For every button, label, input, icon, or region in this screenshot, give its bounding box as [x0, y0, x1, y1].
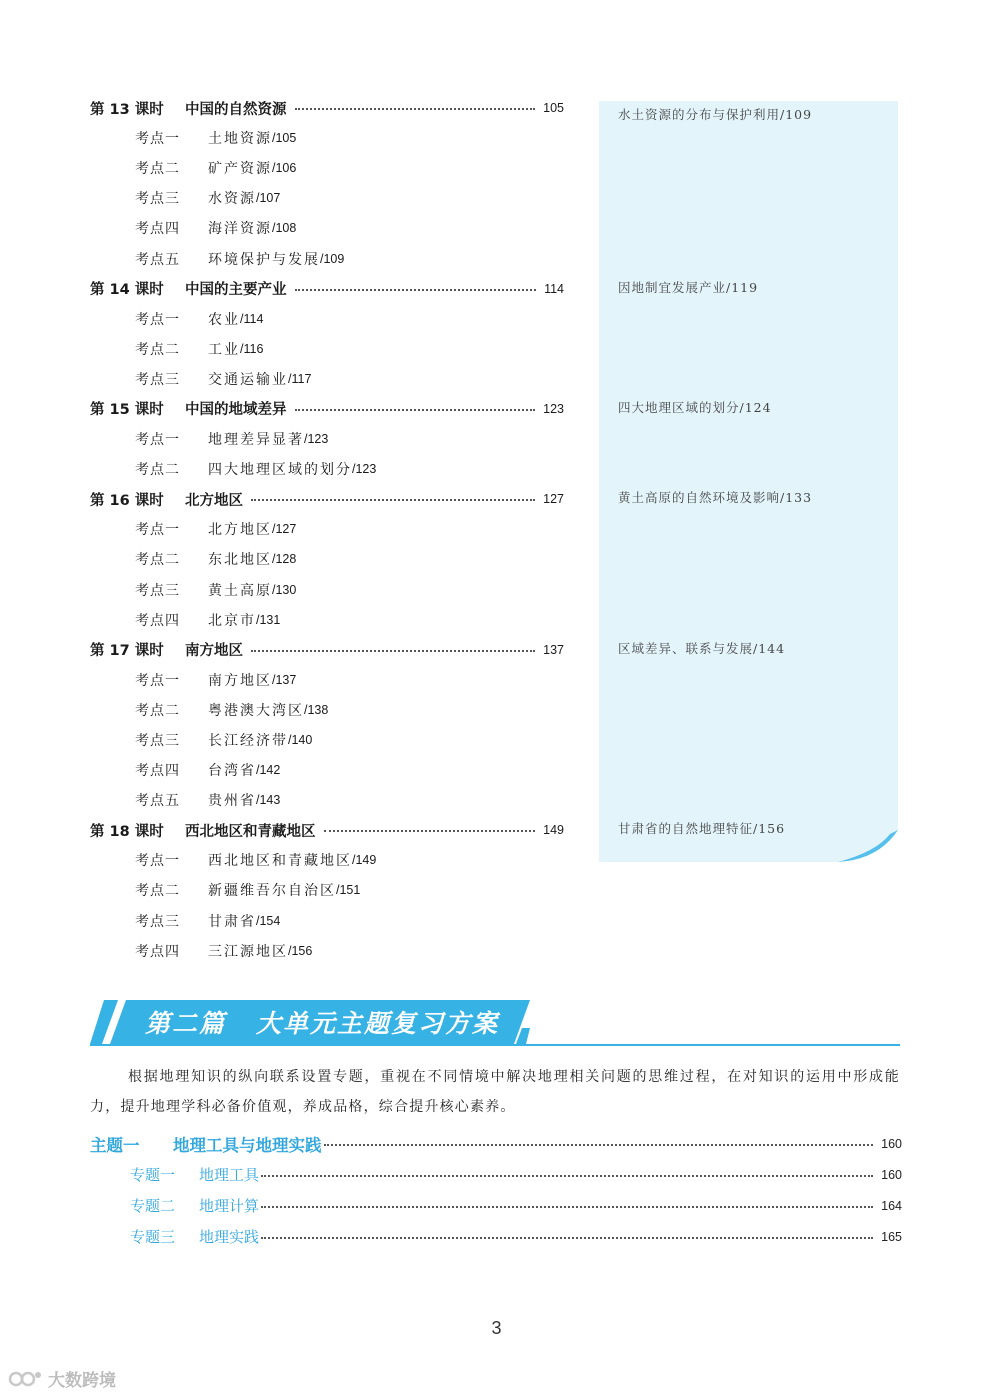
subtopic-title: 地理实践	[199, 1228, 260, 1246]
lesson-row[interactable]	[90, 394, 564, 424]
exam-point-page: /117	[288, 371, 312, 386]
exam-point-row[interactable]	[90, 785, 564, 815]
lesson-row[interactable]	[90, 93, 564, 123]
lesson-page: 123	[543, 401, 564, 416]
exam-point-row[interactable]	[90, 304, 564, 334]
exam-point-row[interactable]	[90, 454, 564, 484]
exam-point-name: 长江经济带	[208, 733, 288, 750]
exam-point-page: /137	[272, 672, 297, 687]
lesson-page: 127	[543, 492, 564, 507]
exam-point-key: 考点一	[135, 131, 180, 148]
exam-point-name: 矿产资源	[208, 161, 272, 178]
exam-point-key: 考点二	[135, 552, 180, 569]
exam-point-row[interactable]	[90, 695, 564, 725]
exam-point-key: 考点一	[135, 853, 180, 870]
subtopic-title: 地理计算	[199, 1197, 260, 1215]
exam-point-page: /151	[336, 883, 361, 898]
exam-point-name: 贵州省	[208, 793, 256, 810]
exam-point-row[interactable]	[90, 424, 564, 454]
exam-point-name: 台湾省	[208, 763, 256, 780]
exam-point-row[interactable]	[90, 936, 564, 966]
exam-point-name: 四大地理区域的划分	[208, 462, 352, 479]
page-number: 3	[491, 1318, 502, 1338]
subtopic-title: 地理工具	[199, 1166, 260, 1184]
subtopic-page: 164	[881, 1198, 902, 1213]
exam-point-row[interactable]	[90, 845, 564, 875]
lesson-title: 南方地区	[185, 643, 243, 660]
exam-point-name: 东北地区	[208, 552, 272, 569]
exam-point-page: /106	[272, 161, 297, 176]
exam-point-name: 水资源	[208, 191, 256, 208]
section-banner	[90, 1000, 900, 1048]
exam-point-name: 三江源地区	[208, 943, 288, 960]
section-title	[145, 1004, 499, 1040]
exam-point-name: 粤港澳大湾区	[208, 702, 304, 719]
exam-point-page: /108	[272, 221, 297, 236]
watermark-logo-icon	[8, 1369, 44, 1389]
exam-point-page: /149	[352, 853, 377, 868]
exam-point-key: 考点二	[135, 161, 180, 178]
exam-point-name: 南方地区	[208, 672, 272, 689]
lesson-number: 第 14 课时	[90, 282, 164, 299]
exam-point-key: 考点五	[135, 793, 180, 810]
exam-point-page: /140	[288, 733, 313, 748]
exam-point-name: 黄土高原	[208, 582, 272, 599]
exam-point-key: 考点四	[135, 943, 180, 960]
banner-rule	[90, 1044, 900, 1046]
subtopic-page: 165	[881, 1229, 902, 1244]
lesson-row[interactable]	[90, 635, 564, 665]
lesson-title: 西北地区和青藏地区	[185, 823, 316, 840]
section-intro: 根据地理知识的纵向联系设置专题，重视在不同情境中解决地理相关问题的思维过程，在对知识的运用中形成能力，提升地理学科必备价值观，养成品格，综合提升核心素养。	[90, 1069, 900, 1115]
exam-point-key: 考点二	[135, 702, 180, 719]
exam-point-row[interactable]	[90, 575, 564, 605]
exam-point-page: /154	[256, 913, 281, 928]
exam-point-name: 地理差异显著	[208, 432, 304, 449]
subtopic-key: 专题三	[130, 1228, 176, 1246]
topic-row[interactable]	[90, 1128, 902, 1159]
exam-point-row[interactable]	[90, 334, 564, 364]
exam-point-page: /116	[240, 341, 264, 356]
exam-point-key: 考点三	[135, 371, 180, 388]
dot-leader	[261, 1206, 873, 1208]
section-name: 大单元主题复习方案	[256, 1009, 500, 1038]
exam-point-page: /128	[272, 552, 297, 567]
exam-point-row[interactable]	[90, 364, 564, 394]
exam-point-page: /107	[256, 191, 281, 206]
lesson-number: 第 17 课时	[90, 643, 164, 660]
exam-point-page: /123	[352, 462, 377, 477]
topic-page: 160	[881, 1136, 902, 1151]
subtopic-row[interactable]	[90, 1159, 902, 1190]
dot-leader	[261, 1237, 873, 1239]
exam-point-page: /109	[320, 251, 345, 266]
exam-point-page: /123	[304, 432, 329, 447]
exam-point-row[interactable]	[90, 153, 564, 183]
dot-leader	[324, 830, 536, 832]
exam-point-page: /127	[272, 522, 297, 537]
dot-leader	[324, 1144, 874, 1146]
dot-leader	[295, 289, 537, 291]
exam-point-key: 考点一	[135, 432, 180, 449]
exam-point-key: 考点二	[135, 462, 180, 479]
exam-point-row[interactable]	[90, 123, 564, 153]
exam-point-page: /142	[256, 763, 281, 778]
lesson-number: 第 15 课时	[90, 402, 164, 419]
exam-point-name: 交通运输业	[208, 371, 288, 388]
exam-point-page: /130	[272, 582, 297, 597]
exam-point-key: 考点三	[135, 913, 180, 930]
exam-point-name: 工业	[208, 341, 240, 358]
exam-point-name: 环境保护与发展	[208, 251, 320, 268]
table-of-contents	[90, 93, 564, 966]
exam-point-key: 考点四	[135, 763, 180, 780]
exam-point-key: 考点一	[135, 311, 180, 328]
exam-point-row[interactable]	[90, 544, 564, 574]
dot-leader	[261, 1175, 873, 1177]
lesson-number: 第 16 课时	[90, 492, 164, 509]
lesson-number: 第 13 课时	[90, 101, 164, 118]
exam-point-row[interactable]	[90, 213, 564, 243]
sidebar-note: 四大地理区域的划分/124	[618, 400, 772, 415]
exam-point-page: /138	[304, 702, 329, 717]
exam-point-key: 考点三	[135, 733, 180, 750]
exam-point-key: 考点三	[135, 582, 180, 599]
sidebar-note: 区域差异、联系与发展/144	[618, 640, 786, 656]
exam-point-row[interactable]	[90, 514, 564, 544]
lesson-title: 北方地区	[185, 492, 243, 509]
section-part: 第二篇	[145, 1009, 227, 1038]
exam-point-name: 北京市	[208, 612, 256, 629]
exam-point-row[interactable]	[90, 183, 564, 213]
exam-point-row[interactable]	[90, 755, 564, 785]
subtopic-page: 160	[881, 1167, 902, 1182]
lesson-row[interactable]	[90, 484, 564, 514]
subtopic-key: 专题一	[130, 1166, 176, 1184]
lesson-title: 中国的自然资源	[185, 101, 287, 118]
watermark-text: 大数跨境	[48, 1371, 116, 1391]
sidebar-note: 黄土高原的自然环境及影响/133	[618, 490, 813, 506]
exam-point-row[interactable]	[90, 725, 564, 755]
exam-point-name: 新疆维吾尔自治区	[208, 883, 336, 900]
lesson-row[interactable]	[90, 274, 564, 304]
exam-point-key: 考点二	[135, 341, 180, 358]
dot-leader	[295, 409, 536, 411]
lesson-number: 第 18 课时	[90, 823, 164, 840]
lesson-title: 中国的主要产业	[185, 282, 287, 299]
lesson-page: 114	[544, 281, 564, 296]
sidebar-note: 甘肃省的自然地理特征/156	[618, 821, 786, 837]
exam-point-page: /143	[256, 793, 281, 808]
page-curl-decoration	[838, 830, 898, 862]
exam-point-key: 考点五	[135, 251, 180, 268]
subtopic-row[interactable]	[90, 1190, 902, 1221]
lesson-page: 137	[543, 642, 564, 657]
exam-point-name: 北方地区	[208, 522, 272, 539]
exam-point-row[interactable]	[90, 605, 564, 635]
exam-point-name: 土地资源	[208, 131, 272, 148]
exam-point-row[interactable]	[90, 875, 564, 905]
topic-key: 主题一	[90, 1135, 140, 1155]
exam-point-name: 西北地区和青藏地区	[208, 853, 352, 870]
subtopic-row[interactable]	[90, 1221, 902, 1252]
exam-point-name: 海洋资源	[208, 221, 272, 238]
exam-point-name: 农业	[208, 311, 240, 328]
exam-point-key: 考点二	[135, 883, 180, 900]
watermark	[8, 1366, 116, 1391]
topics-list	[90, 1128, 902, 1252]
lesson-page: 149	[543, 823, 564, 838]
exam-point-row[interactable]	[90, 243, 564, 273]
sidebar-note: 因地制宜发展产业/119	[618, 279, 759, 295]
exam-point-row[interactable]	[90, 906, 564, 936]
exam-point-page: /105	[272, 131, 297, 146]
exam-point-row[interactable]	[90, 665, 564, 695]
topic-title: 地理工具与地理实践	[173, 1135, 322, 1155]
exam-point-page: /114	[240, 311, 264, 326]
lesson-title: 中国的地域差异	[185, 402, 287, 419]
subtopic-key: 专题二	[130, 1197, 176, 1215]
dot-leader	[251, 499, 535, 501]
exam-point-key: 考点三	[135, 191, 180, 208]
exam-point-key: 考点四	[135, 221, 180, 238]
exam-point-key: 考点四	[135, 612, 180, 629]
exam-point-key: 考点一	[135, 672, 180, 689]
lesson-page: 105	[543, 101, 564, 116]
lesson-row[interactable]	[90, 815, 564, 845]
dot-leader	[295, 108, 536, 110]
exam-point-page: /131	[256, 612, 281, 627]
exam-point-page: /156	[288, 943, 313, 958]
exam-point-key: 考点一	[135, 522, 180, 539]
exam-point-name: 甘肃省	[208, 913, 256, 930]
dot-leader	[251, 650, 535, 652]
exam-focus-sidebar	[599, 101, 898, 862]
sidebar-note: 水土资源的分布与保护利用/109	[618, 107, 813, 122]
